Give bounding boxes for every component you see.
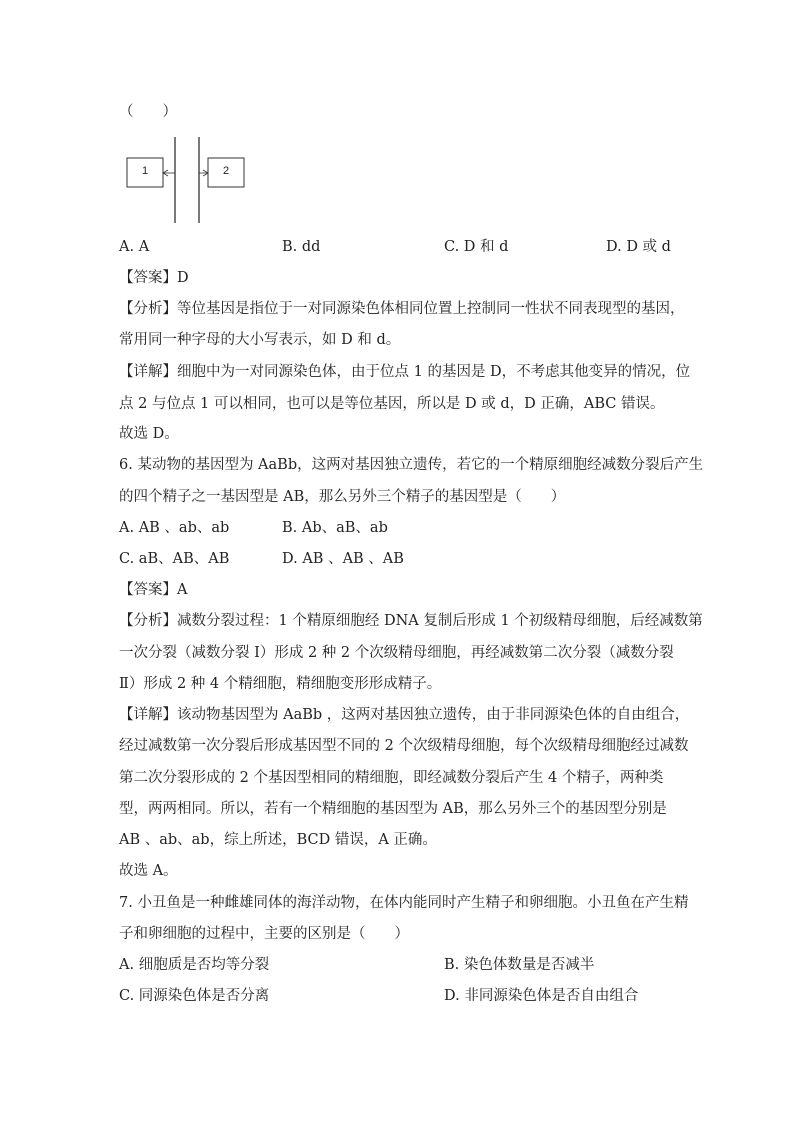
- q6-stem-2: 的四个精子之一基因型是 AB，那么另外三个精子的基因型是（ ）: [119, 489, 566, 505]
- q6-detail-3: 第二次分裂形成的 2 个基因型相同的精细胞，即经减数分裂后产生 4 个精子，两种类: [119, 770, 664, 786]
- q6-option-d: D. AB 、AB 、AB: [282, 551, 404, 567]
- q5-conclusion: 故选 D。: [119, 426, 179, 442]
- q5-analysis-1: 【分析】等位基因是指位于一对同源染色体相同位置上控制同一性状不同表现型的基因，: [119, 301, 685, 317]
- q6-option-a: A. AB 、ab、ab: [119, 520, 230, 536]
- box2-label: 2: [222, 165, 230, 177]
- q6-conclusion: 故选 A。: [119, 863, 178, 879]
- q6-stem-1: 6. 某动物的基因型为 AaBb，这两对基因独立遗传，若它的一个精原细胞经减数分裂后产生: [119, 457, 704, 473]
- q5-detail-1: 【详解】细胞中为一对同源染色体，由于位点 1 的基因是 D，不考虑其他变异的情况，位: [119, 364, 691, 380]
- q6-analysis-2: 一次分裂（减数分裂 Ⅰ）形成 2 种 2 个次级精母细胞，再经减数第二次分裂（减数分裂: [119, 645, 674, 661]
- q5-option-d: D. D 或 d: [606, 239, 671, 255]
- q7-option-d: D. 非同源染色体是否自由组合: [444, 988, 639, 1004]
- q6-detail-2: 经过减数第一次分裂后形成基因型不同的 2 个次级精母细胞，每个次级精母细胞经过减数: [119, 738, 689, 754]
- q7-stem-2: 子和卵细胞的过程中，主要的区别是（ ）: [119, 926, 409, 942]
- q5-option-c: C. D 和 d: [444, 239, 509, 255]
- q6-answer: 【答案】A: [119, 582, 188, 598]
- chromosome-diagram: [120, 135, 260, 225]
- q5-detail-2: 点 2 与位点 1 可以相同，也可以是等位基因，所以是 D 或 d，D 正确，ABC 错误。: [119, 396, 665, 412]
- q7-option-a: A. 细胞质是否均等分裂: [119, 957, 270, 973]
- q6-analysis-3: Ⅱ）形成 2 种 4 个精细胞，精细胞变形形成精子。: [119, 676, 442, 692]
- q7-option-b: B. 染色体数量是否减半: [444, 957, 595, 973]
- box1-label: 1: [141, 165, 149, 177]
- q5-option-a: A. A: [119, 239, 150, 255]
- q6-detail-4: 型，两两相同。所以，若有一个精细胞的基因型为 AB，那么另外三个的基因型分别是: [119, 801, 667, 817]
- q7-option-c: C. 同源染色体是否分离: [119, 988, 270, 1004]
- q5-answer: 【答案】D: [119, 270, 189, 286]
- q6-detail-1: 【详解】该动物基因型为 AaBb ，这两对基因独立遗传，由于非同源染色体的自由组合，: [119, 707, 690, 723]
- q6-option-c: C. aB、AB、AB: [119, 551, 230, 567]
- q5-analysis-2: 常用同一种字母的大小写表示，如 D 和 d。: [119, 332, 401, 348]
- q6-detail-5: AB 、ab、ab，综上所述，BCD 错误，A 正确。: [119, 832, 437, 848]
- q6-option-b: B. Ab、aB、ab: [282, 520, 388, 536]
- q5-option-b: B. dd: [282, 239, 321, 255]
- q7-stem-1: 7. 小丑鱼是一种雌雄同体的海洋动物，在体内能同时产生精子和卵细胞。小丑鱼在产生精: [119, 895, 689, 911]
- chromosome-pair-svg: [120, 135, 260, 225]
- q5-paren: （ ）: [119, 104, 177, 120]
- q6-analysis-1: 【分析】减数分裂过程：1 个精原细胞经 DNA 复制后形成 1 个初级精母细胞，后经减数第: [119, 613, 703, 629]
